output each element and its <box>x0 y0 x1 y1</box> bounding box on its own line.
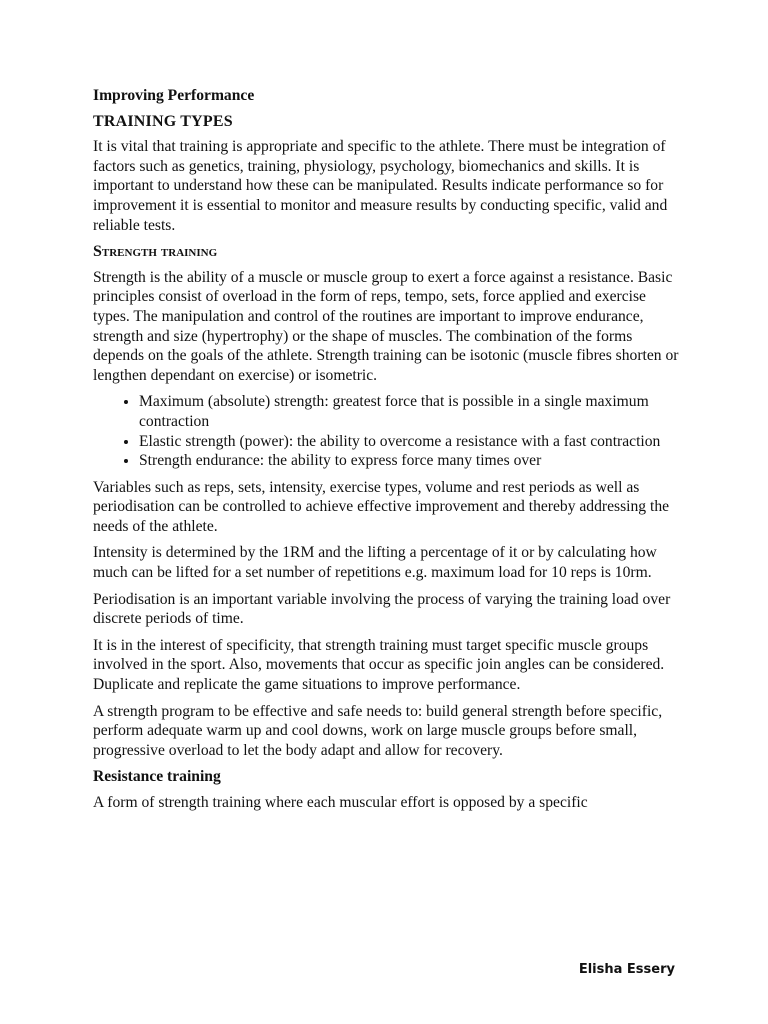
list-item: • Strength endurance: the ability to express force many times over <box>139 451 683 471</box>
document-title: Improving Performance <box>93 87 255 104</box>
list-item: • Maximum (absolute) strength: greatest force that is possible in a single maximum contraction <box>139 392 683 431</box>
strength-paragraph: Strength is the ability of a muscle or muscle group to exert a force against a resistance. Basic principles consist of overload in the form of reps, tempo, sets, force applied and exercise types. The manipulation and control of the routines are important to improve endurance, strength and size (hypertrophy) or the shape of muscles. The combination of the forms depends on the goals of the athlete. Strength training can be isotonic (muscle fibres shorten or lengthen dependant on exercise) or isometric. <box>93 268 679 384</box>
resistance-paragraph: A form of strength training where each muscular effort is opposed by a specific <box>93 794 588 811</box>
intro-paragraph: It is vital that training is appropriate and specific to the athlete. There must be integration of factors such as genetics, training, physiology, psychology, biomechanics and skills. It is important to understand how these can be manipulated. Results indicate performance so for improvement it is essential to monitor and measure results by conducting specific, valid and reliable tests. <box>93 138 668 234</box>
variables-paragraph: Variables such as reps, sets, intensity, exercise types, volume and rest periods as well as periodisation can be controlled to achieve effective improvement and thereby addressing the needs of the athlete. <box>93 478 670 535</box>
intensity-paragraph: Intensity is determined by the 1RM and the lifting a percentage of it or by calculating how much can be lifted for a set number of repetitions e.g. maximum load for 10 reps is 10rm. <box>93 544 657 582</box>
periodisation-paragraph: Periodisation is an important variable involving the process of varying the training load over discrete periods of time. <box>93 590 671 628</box>
section-heading-resistance-training: Resistance training <box>93 768 221 786</box>
section-heading-training-types: TRAINING TYPES <box>93 112 233 130</box>
list-item: • Elastic strength (power): the ability to overcome a resistance with a fast contraction <box>139 432 683 452</box>
strength-types-list <box>93 392 683 470</box>
specificity-paragraph: It is in the interest of specificity, that strength training must target specific muscle groups involved in the sport. Also, movements that occur as specific join angles can be considered. Duplicate and replicate the game situations to improve performance. <box>93 636 665 694</box>
document-page <box>93 86 683 820</box>
program-paragraph: A strength program to be effective and safe needs to: build general strength before specific, perform adequate warm up and cool downs, work on large muscle groups before small, progressive overload to let the body adapt and allow for recovery. <box>93 702 663 759</box>
footer-author: Elisha Essery <box>578 962 675 977</box>
section-heading-strength-training: Strength training <box>93 243 218 261</box>
